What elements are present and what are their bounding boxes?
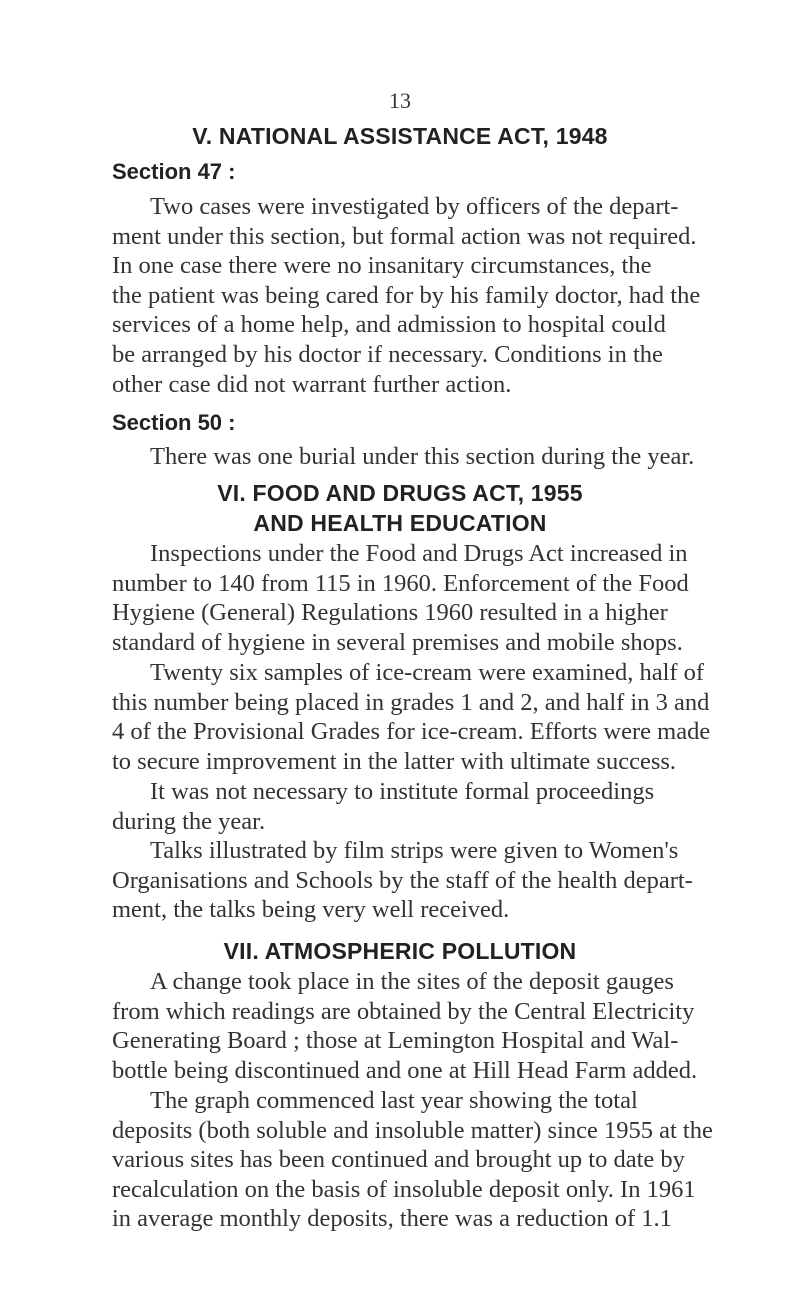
section-50-label: Section 50 :	[112, 410, 236, 435]
text-line: services of a home help, and admission to hospital could	[112, 311, 666, 339]
text-line: ment, the talks being very well received.	[112, 896, 510, 924]
section-vii-heading: VII. ATMOSPHERIC POLLUTION	[223, 938, 577, 964]
text-line: bottle being discontinued and one at Hill Head Farm added.	[112, 1056, 698, 1084]
pollution-paragraph-1	[112, 967, 697, 1085]
section-47-label: Section 47 :	[112, 159, 236, 184]
pollution-paragraph-2	[112, 1086, 713, 1234]
text-line: deposits (both soluble and insoluble matter) since 1955 at the	[112, 1116, 713, 1144]
food-drugs-paragraph-3	[112, 777, 697, 836]
text-line: from which readings are obtained by the Central Electricity	[112, 997, 695, 1025]
text-line: various sites has been continued and brought up to date by	[112, 1146, 685, 1174]
section-v-heading: V. NATIONAL ASSISTANCE ACT, 1948	[192, 123, 608, 149]
text-line: recalculation on the basis of insoluble deposit only. In 1961	[112, 1175, 696, 1203]
text-line: 4 of the Provisional Grades for ice-cream. Efforts were made	[112, 718, 711, 746]
text-line: this number being placed in grades 1 and 2, and half in 3 and	[112, 688, 710, 716]
text-line: There was one burial under this section during the year.	[150, 443, 695, 470]
text-line: Generating Board ; those at Lemington Hospital and Wal-	[112, 1027, 679, 1055]
section-vi-heading-line-1: VI. FOOD AND DRUGS ACT, 1955	[217, 480, 583, 506]
text-line: Two cases were investigated by officers of the depart-	[150, 193, 679, 220]
text-line: Hygiene (General) Regulations 1960 resulted in a higher	[112, 599, 668, 627]
page-number: 13	[389, 88, 411, 113]
text-line: the patient was being cared for by his family doctor, had the	[112, 281, 701, 309]
food-drugs-paragraph-1	[112, 539, 697, 657]
text-line: In one case there were no insanitary circumstances, the	[112, 252, 652, 280]
text-line: standard of hygiene in several premises and mobile shops.	[112, 628, 683, 656]
text-line: A change took place in the sites of the deposit gauges	[150, 968, 674, 995]
text-line: Twenty six samples of ice-cream were examined, half of	[150, 659, 705, 686]
text-line: Inspections under the Food and Drugs Act increased in	[150, 540, 688, 567]
text-line: during the year.	[112, 807, 266, 835]
food-drugs-paragraph-2	[112, 658, 711, 776]
text-line: Talks illustrated by film strips were given to Women's	[150, 837, 679, 864]
text-line: The graph commenced last year showing the total	[150, 1087, 638, 1114]
text-line: to secure improvement in the latter with ultimate success.	[112, 747, 677, 775]
text-line: Organisations and Schools by the staff of the health depart-	[112, 866, 693, 894]
food-drugs-paragraph-4	[112, 836, 697, 925]
text-line: in average monthly deposits, there was a reduction of 1.1	[112, 1205, 672, 1233]
section-vi-heading-line-2: AND HEALTH EDUCATION	[253, 510, 547, 536]
text-line: other case did not warrant further action.	[112, 370, 512, 398]
text-line: number to 140 from 115 in 1960. Enforcement of the Food	[112, 569, 689, 597]
text-line: It was not necessary to institute formal proceedings	[150, 778, 655, 805]
section-50-paragraph	[112, 442, 697, 472]
text-line: be arranged by his doctor if necessary. Conditions in the	[112, 340, 663, 368]
text-line: ment under this section, but formal action was not required.	[112, 222, 697, 250]
section-47-paragraph	[112, 192, 701, 399]
